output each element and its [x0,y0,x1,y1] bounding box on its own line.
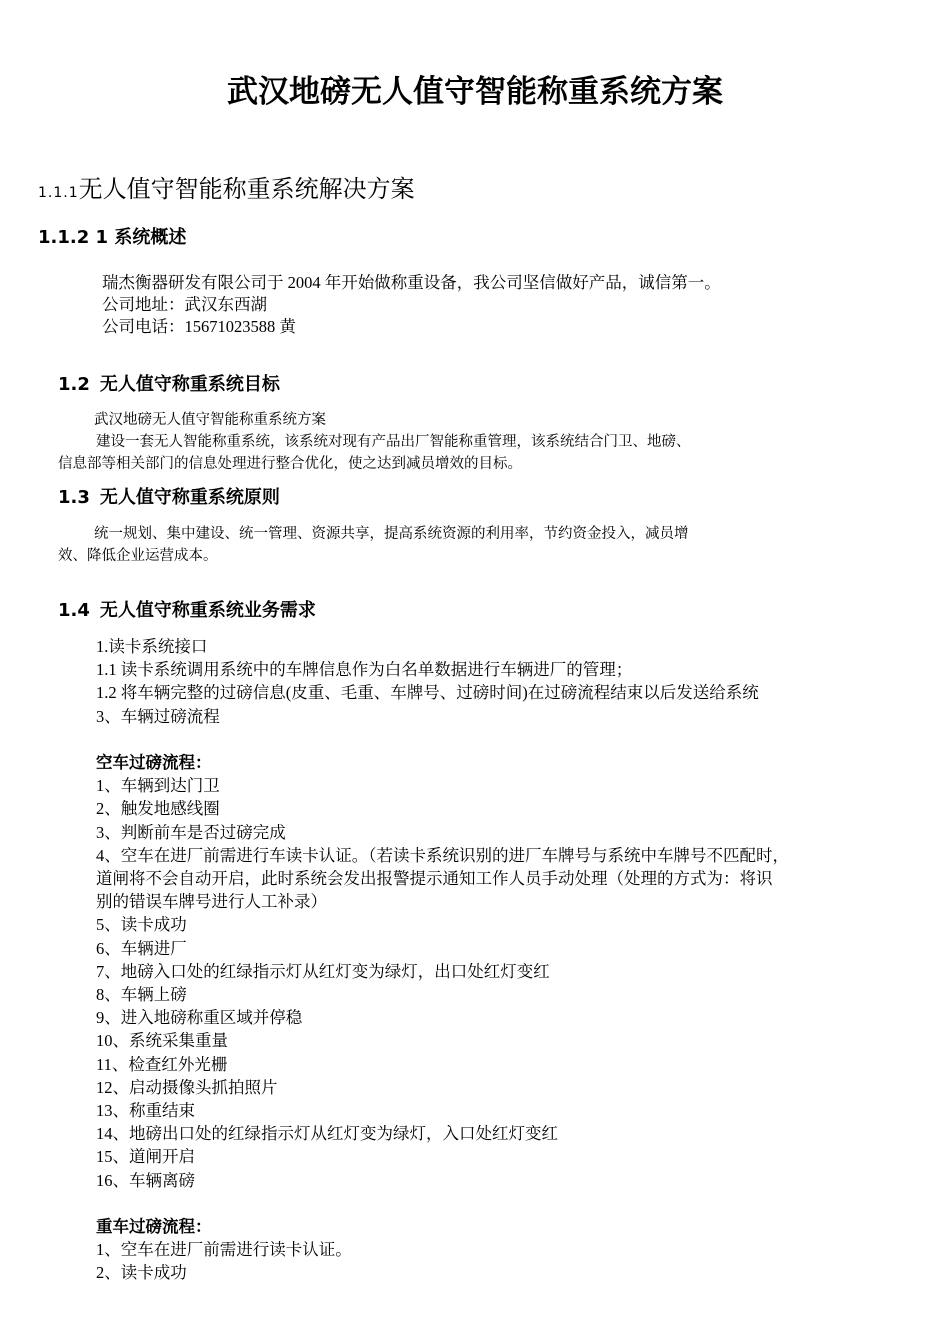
empty-flow-step: 2、触发地感线圈 [96,799,220,819]
section-1-4-label: 无人值守称重系统业务需求 [99,600,316,621]
section-1-1-2-heading [38,225,186,251]
requirements-list [96,635,906,1285]
section-1-4-number: 1.4 [58,600,90,621]
section-1-3-label: 无人值守称重系统原则 [99,487,280,508]
empty-flow-step: 9、进入地磅称重区域并停稳 [96,1008,303,1028]
empty-flow-step: 5、读卡成功 [96,915,187,935]
empty-flow-step: 13、称重结束 [96,1101,195,1121]
loaded-flow-heading: 重车过磅流程： [96,1217,212,1237]
empty-flow-step: 12、启动摄像头抓拍照片 [96,1077,278,1097]
loaded-flow-step: 2、读卡成功 [96,1263,187,1283]
section-1-2-line-3: 信息部等相关部门的信息处理进行整合优化，使之达到减员增效的目标。 [58,456,522,472]
empty-flow-step: 6、车辆进厂 [96,938,187,958]
overview-intro: 瑞杰衡器研发有限公司于 2004 年开始做称重设备，我公司坚信做好产品，诚信第一。 [102,273,721,292]
requirement-3: 3、车辆过磅流程 [96,706,220,726]
requirement-1-2: 1.2 将车辆完整的过磅信息(皮重、毛重、车牌号、过磅时间)在过磅流程结束以后发送给系统 [96,683,759,703]
empty-flow-step: 14、地磅出口处的红绿指示灯从红灯变为绿灯，入口处红灯变红 [96,1124,558,1144]
empty-flow-step: 10、系统采集重量 [96,1031,228,1051]
empty-flow-step: 4、空车在进厂前需进行车读卡认证。（若读卡系统识别的进厂车牌号与系统中车牌号不匹配时， [96,845,789,865]
empty-flow-step: 16、车辆离磅 [96,1170,195,1190]
section-1-1-1-label: 无人值守智能称重系统解决方案 [78,175,415,203]
section-1-3-number: 1.3 [58,487,90,508]
empty-flow-step: 15、道闸开启 [96,1147,195,1167]
section-1-1-2-number: 1.1.2 [38,227,90,248]
company-address: 公司地址：武汉东西湖 [102,295,267,314]
empty-flow-step: 11、检查红外光栅 [96,1054,228,1074]
spacer [96,728,906,751]
section-1-2-line-2: 建设一套无人智能称重系统，该系统对现有产品出厂智能称重管理，该系统结合门卫、地磅、 [96,434,691,450]
section-1-3-line-1: 统一规划、集中建设、统一管理、资源共享，提高系统资源的利用率，节约资金投入，减员增 [94,526,689,542]
section-1-4-heading [58,598,316,624]
section-1-1-2-label: 1 系统概述 [95,227,187,248]
section-1-1-1-heading [38,172,415,210]
section-1-2-line-1: 武汉地磅无人值守智能称重系统方案 [94,412,326,428]
empty-flow-step: 8、车辆上磅 [96,985,187,1005]
empty-flow-step: 道闸将不会自动开启，此时系统会发出报警提示通知工作人员手动处理（处理的方式为：将识 [96,869,773,889]
document-title: 武汉地磅无人值守智能称重系统方案 [227,74,723,110]
loaded-flow-step: 1、空车在进厂前需进行读卡认证。 [96,1240,352,1260]
empty-flow-step: 7、地磅入口处的红绿指示灯从红灯变为绿灯，出口处红灯变红 [96,961,550,981]
section-1-2-heading [58,372,280,398]
empty-flow-step: 1、车辆到达门卫 [96,776,220,796]
section-1-3-line-2: 效、降低企业运营成本。 [58,548,218,564]
spacer [96,1192,906,1215]
empty-flow-heading: 空车过磅流程： [96,753,212,772]
empty-flow-step: 3、判断前车是否过磅完成 [96,822,286,842]
company-phone: 公司电话：15671023588 黄 [102,317,296,336]
section-1-2-label: 无人值守称重系统目标 [99,374,280,395]
section-1-2-number: 1.2 [58,374,90,395]
section-1-3-heading [58,485,280,511]
section-1-1-1-number: 1.1.1 [38,185,79,201]
empty-flow-step: 别的错误车牌号进行人工补录） [96,892,327,912]
requirement-1: 1.读卡系统接口 [96,637,208,656]
requirement-1-1: 1.1 读卡系统调用系统中的车牌信息作为白名单数据进行车辆进厂的管理； [96,660,633,680]
